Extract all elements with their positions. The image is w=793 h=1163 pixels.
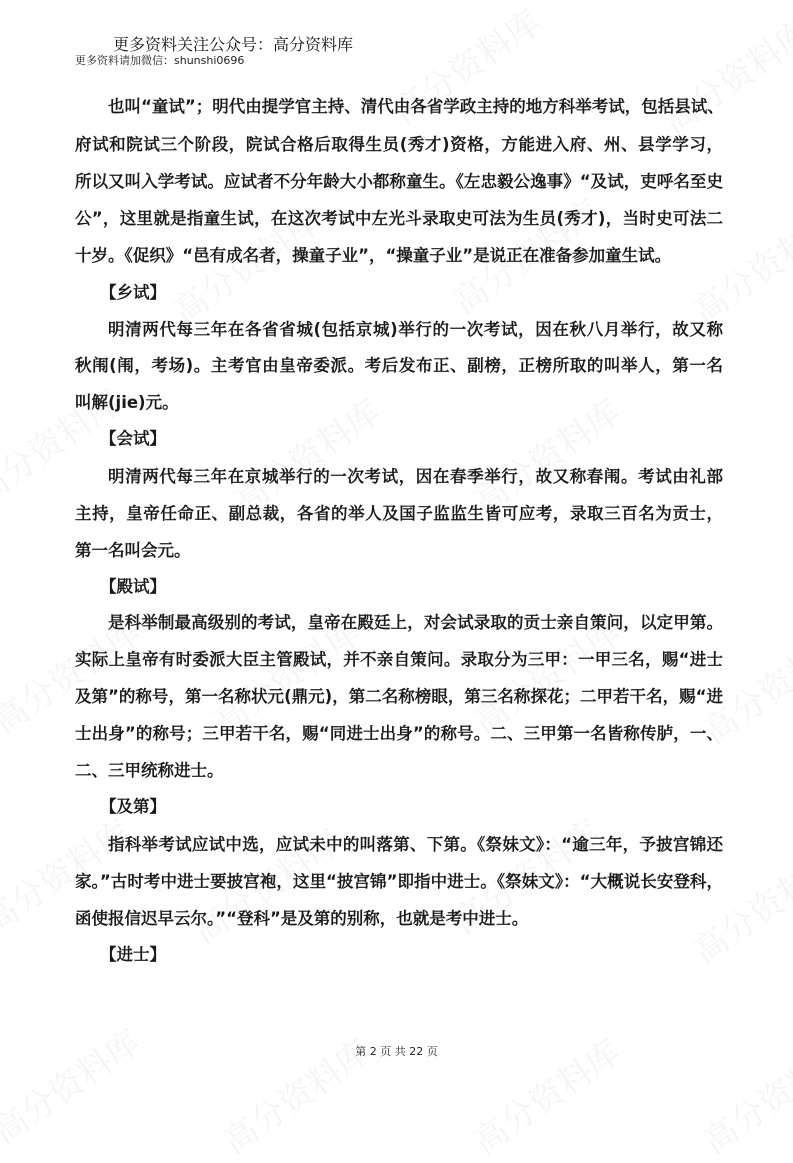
paragraph-line: 叫解(jie)元。 [75,393,179,412]
paragraph-line: 秋闱(闱，考场)。主考官由皇帝委派。考后发布正、副榜，正榜所取的叫举人，第一名 [75,356,723,375]
paragraph-line: 也叫“童试”；明代由提学官主持、清代由各省学政主持的地方科举考试，包括县试、 [108,97,724,116]
watermark [0,1016,149,1154]
section-heading: 【进士】 [100,945,166,964]
section-heading: 【乡试】 [100,283,166,302]
section-heading: 【会试】 [100,429,166,448]
paragraph-line: 主持，皇帝任命正、副总裁，各省的举人及国子监监生皆可应考，录取三百名为贡士， [75,504,723,523]
paragraph-line: 家。”古时考中进士要披宫袍，这里“披宫锦”即指中进士。《祭妹文》：“大概说长安登科， [75,872,723,891]
page-number: 第 2 页 共 22 页 [355,1045,438,1058]
paragraph-line: 函使报信迟早云尔。”“登科”是及第的别称，也就是考中进士。 [75,909,529,928]
paragraph-line: 是科举制最高级别的考试，皇帝在殿廷上，对会试录取的贡士亲自策问，以定甲第。 [108,613,723,632]
paragraph-line: 二、三甲统称进士。 [75,761,224,780]
header-subtitle: 更多资料请加微信：shunshi0696 [75,54,245,67]
paragraph-line: 第一名叫会元。 [75,541,191,560]
paragraph-line: 及第”的称号，第一名称状元(鼎元)，第二名称榜眼，第三名称探花；二甲若干名，赐“进 [75,687,723,706]
paragraph-line: 十岁。《促织》“邑有成名者，操童子业”，“操童子业”是说正在准备参加童生试。 [75,246,672,265]
paragraph-line: 实际上皇帝有时委派大臣主管殿试，并不亲自策问。录取分为三甲：一甲三名，赐“进士 [75,650,723,669]
section-heading: 【殿试】 [100,577,166,596]
paragraph-line: 士出身”的称号；三甲若干名，赐“同进士出身”的称号。二、三甲第一名皆称传胪，一、 [75,724,723,743]
paragraph-line: 所以又叫入学考试。应试者不分年龄大小都称童生。《左忠毅公逸事》“及试，吏呼名至史 [75,172,723,191]
watermark [651,6,793,144]
paragraph-line: 府试和院试三个阶段，院试合格后取得生员(秀才)资格，方能进入府、州、县学学习， [75,135,723,154]
header-title: 更多资料关注公众号：高分资料库 [113,35,354,54]
paragraph-line: 明清两代每三年在京城举行的一次考试，因在春季举行，故又称春闱。考试由礼部 [108,467,723,486]
paragraph-line: 公”，这里就是指童生试，在这次考试中左光斗录取史可法为生员(秀才)，当时史可法二 [75,209,723,228]
watermark [681,836,793,974]
paragraph-line: 明清两代每三年在各省省城(包括京城)举行的一次考试，因在秋八月举行，故又称 [108,320,723,339]
paragraph-line: 指科举考试应试中选，应试未中的叫落第、下第。《祭妹文》：“逾三年，予披宫锦还 [108,835,723,854]
section-heading: 【及第】 [100,797,166,816]
